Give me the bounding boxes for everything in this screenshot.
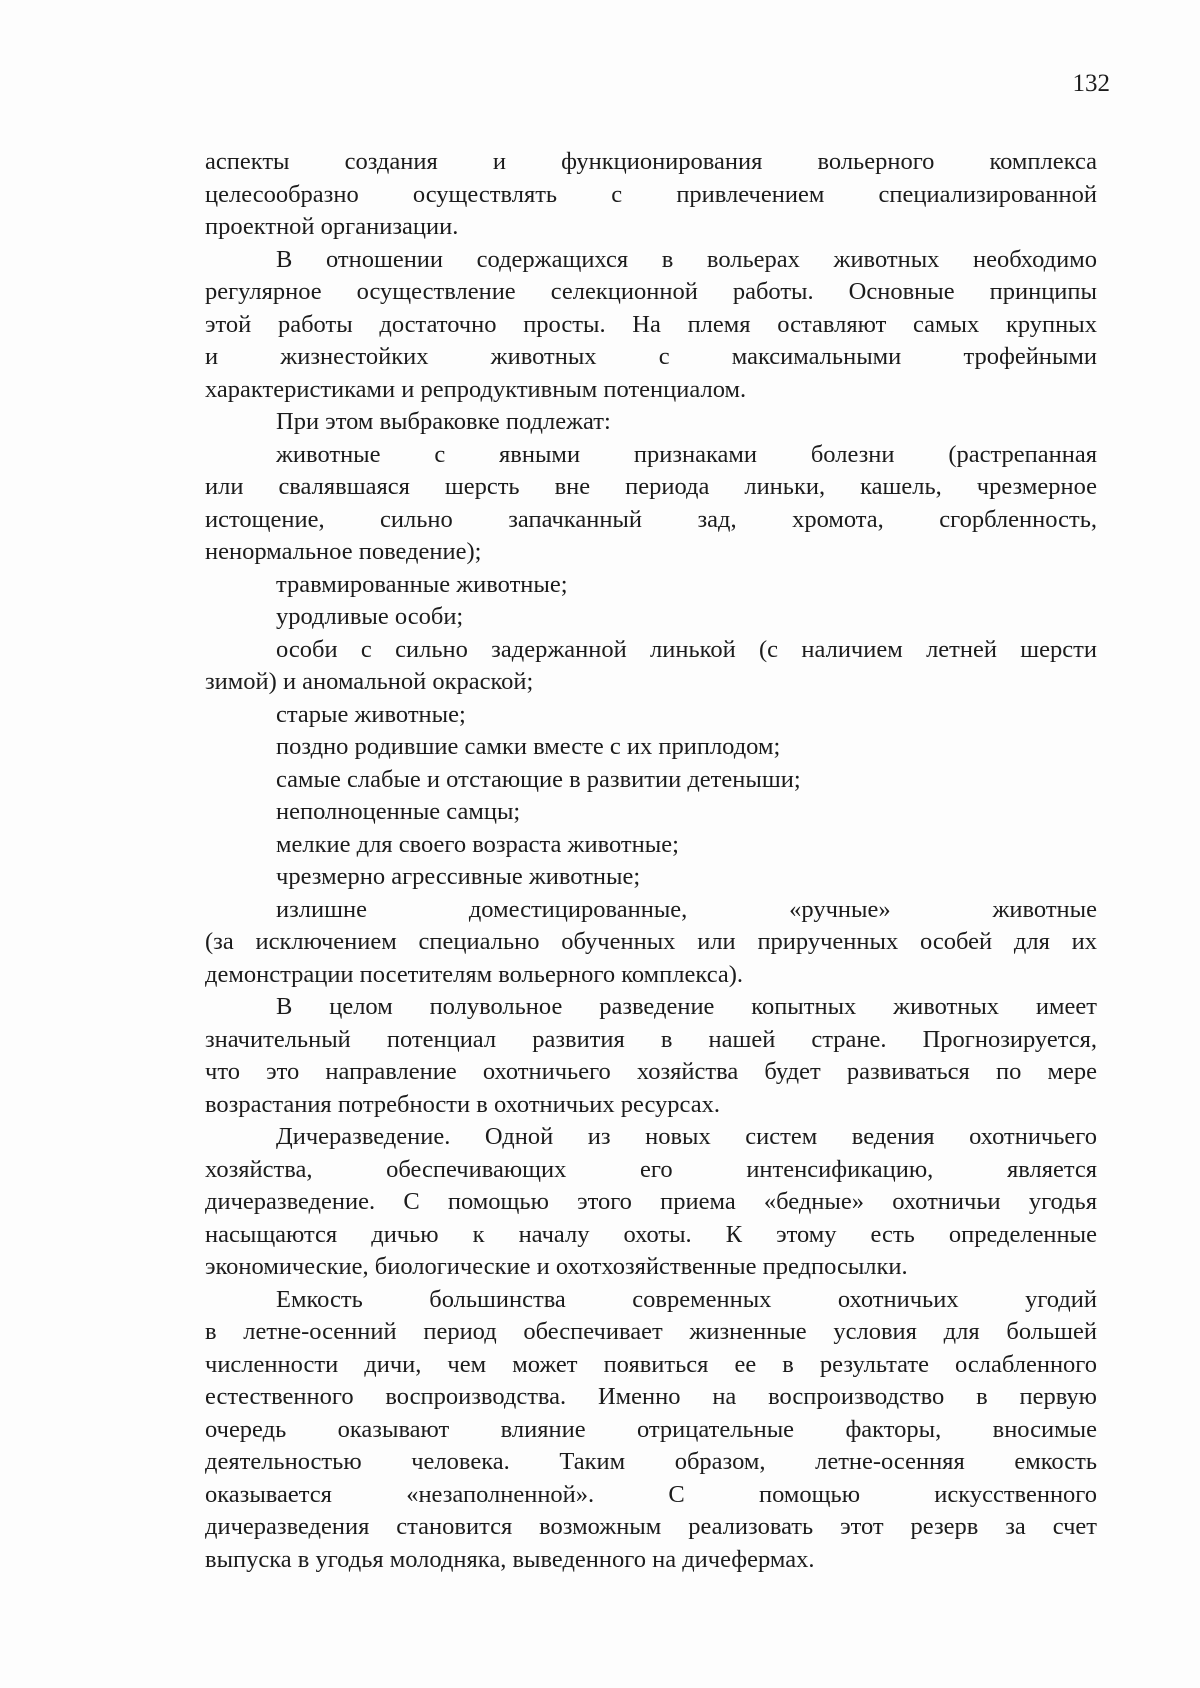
text-line: дичеразведения становится возможным реализовать этот резерв за счет: [205, 1513, 1097, 1540]
text-line: что это направление охотничьего хозяйства будет развиваться по мере: [205, 1058, 1097, 1085]
text-line: особи с сильно задержанной линькой (с наличием летней шерсти: [276, 635, 1097, 663]
text-line: характеристиками и репродуктивным потенциалом.: [205, 375, 747, 403]
text-line: значительный потенциал развития в нашей стране. Прогнозируется,: [205, 1025, 1097, 1053]
text-line: ненормальное поведение);: [205, 538, 482, 565]
text-line: (за исключением специально обученных или прирученных особей для их: [205, 928, 1097, 955]
text-line: чрезмерно агрессивные животные;: [276, 863, 641, 890]
text-line: травмированные животные;: [276, 570, 568, 598]
text-line: возрастания потребности в охотничьих ресурсах.: [205, 1090, 720, 1118]
text-line: и жизнестойких животных с максимальными трофейными: [205, 343, 1097, 370]
text-line: демонстрации посетителям вольерного комплекса).: [205, 960, 744, 988]
text-line: самые слабые и отстающие в развитии детеныши;: [276, 765, 801, 793]
text-line: выпуска в угодья молодняка, выведенного на дичефермах.: [205, 1545, 815, 1573]
text-line: этой работы достаточно просты. На племя оставляют самых крупных: [205, 310, 1097, 338]
text-line: При этом выбраковке подлежат:: [276, 408, 611, 435]
text-line: животные с явными признаками болезни (растрепанная: [276, 440, 1097, 468]
text-line: или свалявшаяся шерсть вне периода линьки, кашель, чрезмерное: [205, 473, 1097, 500]
page-number: 132: [1072, 70, 1110, 97]
text-line: Емкость большинства современных охотничьих угодий: [276, 1285, 1097, 1313]
text-line: хозяйства, обеспечивающих его интенсификацию, является: [205, 1155, 1097, 1183]
body-text: [205, 146, 1097, 1576]
text-line: В отношении содержащихся в вольерах животных необходимо: [276, 245, 1097, 273]
text-line: численности дичи, чем может появиться ее в результате ослабленного: [205, 1350, 1097, 1378]
text-line: насыщаются дичью к началу охоты. К этому есть определенные: [205, 1220, 1097, 1248]
text-line: очередь оказывают влияние отрицательные факторы, вносимые: [205, 1415, 1097, 1443]
text-line: поздно родившие самки вместе с их приплодом;: [276, 733, 781, 760]
text-line: деятельностью человека. Таким образом, летне-осенняя емкость: [205, 1448, 1097, 1475]
text-line: регулярное осуществление селекционной работы. Основные принципы: [205, 278, 1097, 305]
text-line: аспекты создания и функционирования вольерного комплекса: [205, 148, 1097, 175]
text-line: Дичеразведение. Одной из новых систем ведения охотничьего: [276, 1123, 1097, 1150]
text-line: оказывается «незаполненной». С помощью искусственного: [205, 1480, 1097, 1508]
text-line: излишне доместицированные, «ручные» животные: [276, 895, 1097, 923]
text-line: в летне-осенний период обеспечивает жизненные условия для большей: [205, 1318, 1097, 1345]
text-line: дичеразведение. С помощью этого приема «бедные» охотничьи угодья: [205, 1188, 1097, 1215]
text-line: проектной организации.: [205, 213, 459, 240]
text-line: экономические, биологические и охотхозяйственные предпосылки.: [205, 1253, 908, 1280]
text-line: мелкие для своего возраста животные;: [276, 830, 679, 858]
text-line: истощение, сильно запачканный зад, хромота, сгорбленность,: [205, 505, 1097, 533]
text-line: неполноценные самцы;: [276, 798, 521, 825]
text-line: уродливые особи;: [276, 603, 464, 630]
text-line: старые животные;: [276, 700, 466, 728]
text-line: зимой) и аномальной окраской;: [205, 668, 534, 695]
text-line: В целом полувольное разведение копытных животных имеет: [276, 993, 1097, 1020]
text-line: естественного воспроизводства. Именно на воспроизводство в первую: [205, 1383, 1097, 1410]
text-line: целесообразно осуществлять с привлечением специализированной: [205, 180, 1097, 208]
